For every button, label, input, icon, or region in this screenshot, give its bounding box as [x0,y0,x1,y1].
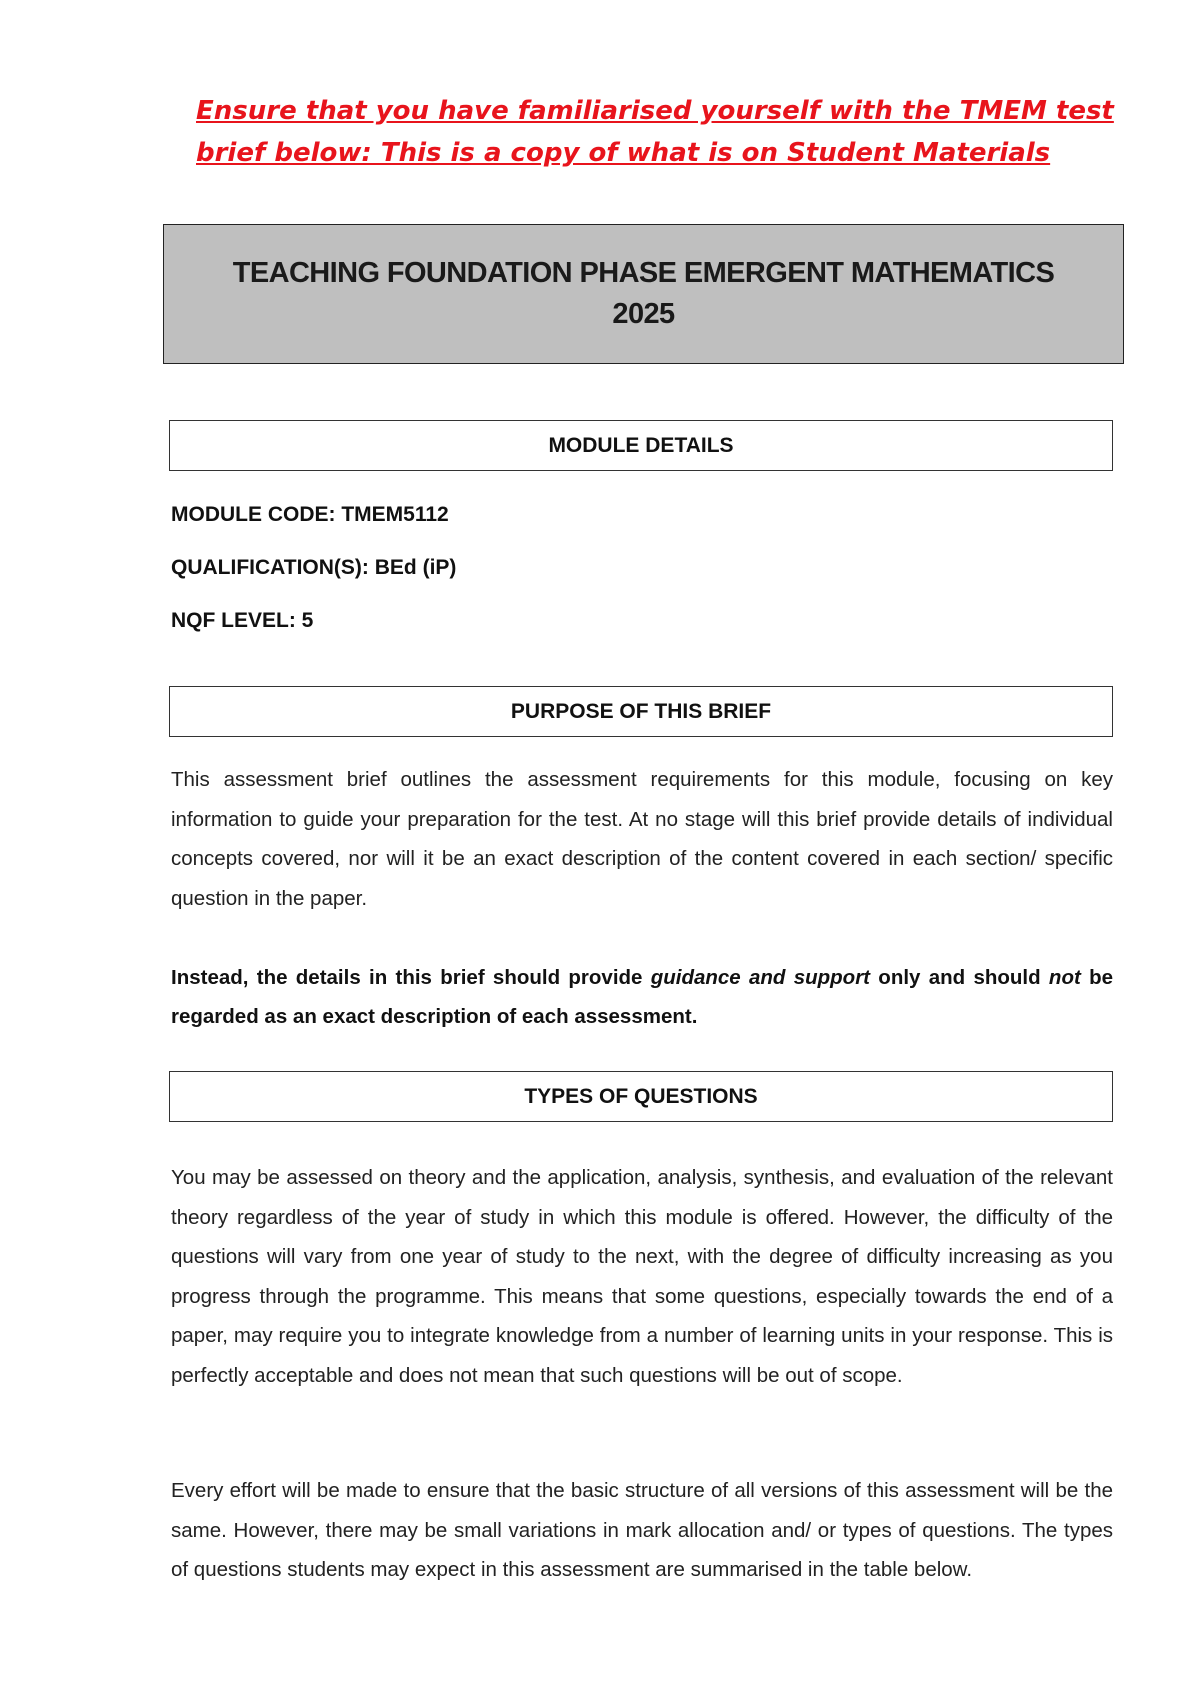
guidance-emphasis-1: guidance and support [650,966,871,989]
purpose-guidance-note [171,958,1113,1036]
document-title [233,253,1054,335]
qualification: QUALIFICATION(S): BEd (iP) [171,556,457,579]
document-title-line1: TEACHING FOUNDATION PHASE EMERGENT MATHEMATICS [232,257,1055,289]
module-details-heading-box [169,420,1113,471]
document-title-box [163,224,1124,364]
guidance-emphasis-2: not [1048,966,1081,989]
types-of-questions-heading-box [169,1071,1113,1122]
types-paragraph-2: Every effort will be made to ensure that the basic structure of all versions of this assessment will be the same. However, there may be small variations in mark allocation and/ or types of questions. The types of questions students may expect in this assessment are summarised in the table below. [171,1479,1113,1582]
document-title-year: 2025 [612,298,675,330]
guidance-text-3: be regarded as an exact description of each assessment. [171,966,1114,1028]
module-code: MODULE CODE: TMEM5112 [171,503,449,526]
types-paragraph-1: You may be assessed on theory and the application, analysis, synthesis, and evaluation of the relevant theory regardless of the year of study in which this module is offered. However, the difficulty of the questions will vary from one year of study to the next, with the degree of difficulty increasing as you progress through the programme. This means that some questions, especially towards the end of a paper, may require you to integrate knowledge from a number of learning units in your response. This is perfectly acceptable and does not mean that such questions will be out of scope. [171,1166,1113,1387]
purpose-heading-box [169,686,1113,737]
guidance-text-2: only and should [870,966,1049,989]
purpose-heading: PURPOSE OF THIS BRIEF [510,699,772,723]
module-details-heading: MODULE DETAILS [548,433,734,457]
nqf-level: NQF LEVEL: 5 [171,609,314,632]
guidance-text-1: Instead, the details in this brief should provide [171,966,651,989]
notice-text: Ensure that you have familiarised yourself with the TMEM test brief below: This is a copy of what is on Student Materials [196,96,1114,168]
purpose-paragraph: This assessment brief outlines the assessment requirements for this module, focusing on key information to guide your preparation for the test. At no stage will this brief provide details of individual concepts covered, nor will it be an exact description of the content covered in each section/ specific question in the paper. [171,768,1113,910]
types-of-questions-heading: TYPES OF QUESTIONS [524,1084,758,1108]
familiarise-notice [196,90,1116,174]
